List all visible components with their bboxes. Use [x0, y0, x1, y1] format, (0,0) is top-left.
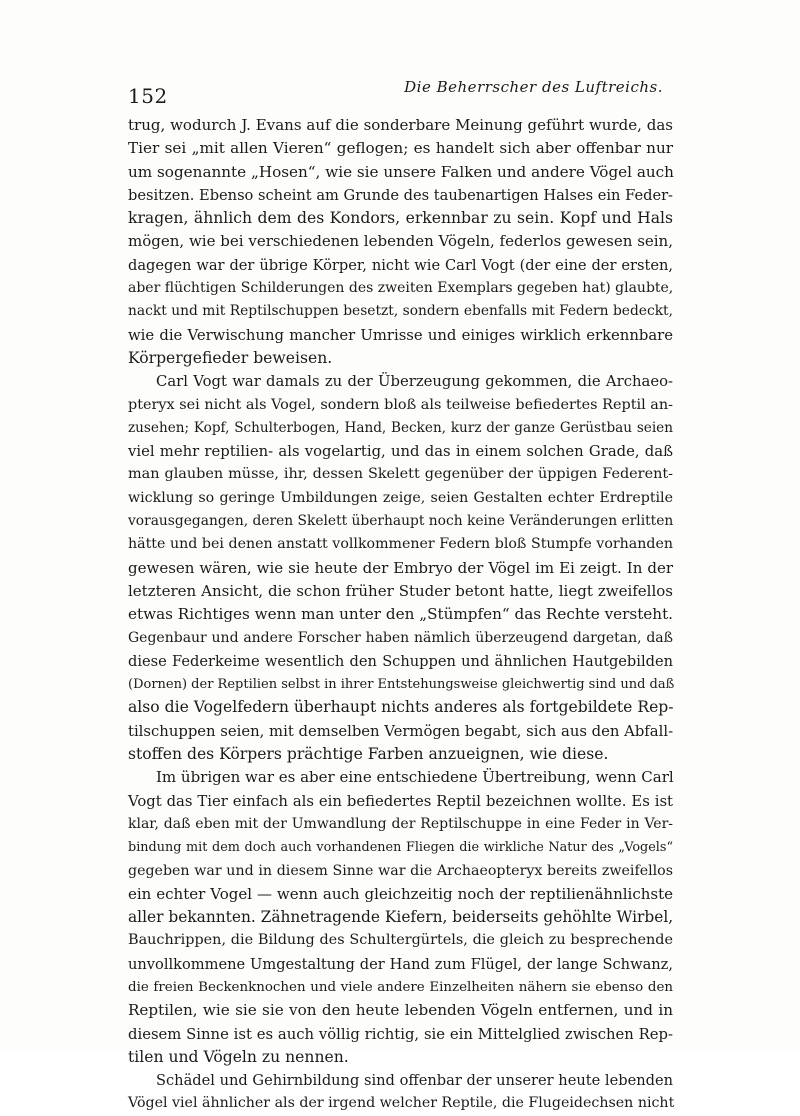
text-line: Im übrigen war es aber eine entschiedene Übertreibung, wenn Carl [156, 768, 674, 787]
paragraph [128, 114, 673, 370]
text-line: wicklung so geringe Umbildungen zeige, seien Gestalten echter Erdreptile [128, 489, 673, 506]
text-line: Carl Vogt war damals zu der Überzeugung gekommen, die Archaeo- [156, 373, 673, 391]
text-line: diese Federkeime wesentlich den Schuppen und ähnlichen Hautgebilden [128, 652, 673, 670]
text-line: kragen, ähnlich dem des Kondors, erkennbar zu sein. Kopf und Hals [128, 209, 673, 228]
running-head: Die Beherrscher des Luftreichs. [404, 78, 663, 96]
text-line: die freien Beckenknochen und viele andere Einzelheiten nähern sie ebenso den [128, 979, 673, 995]
text-line: unvollkommene Umgestaltung der Hand zum Flügel, der lange Schwanz, [128, 955, 673, 973]
text-line: gewesen wären, wie sie heute der Embryo der Vögel im Ei zeigt. In der [128, 558, 673, 577]
text-line: Vögel viel ähnlicher als der irgend welcher Reptile, die Flugeidechsen nicht [128, 1095, 675, 1112]
text-line: vorausgegangen, deren Skelett überhaupt noch keine Veränderungen erlitten [128, 513, 674, 530]
text-line: Schädel und Gehirnbildung sind offenbar der unserer heute lebenden [156, 1072, 673, 1090]
text-line: Bauchrippen, die Bildung des Schultergürtels, die gleich zu besprechende [128, 932, 673, 949]
text-line: gegeben war und in diesem Sinne war die Archaeopteryx bereits zweifellos [128, 862, 673, 879]
text-line: bindung mit dem doch auch vorhandenen Fliegen die wirkliche Natur des „Vogels“ [128, 840, 673, 856]
page-number: 152 [128, 84, 168, 108]
text-line: Reptilen, wie sie sie von den heute lebenden Vögeln entfernen, und in [128, 1001, 673, 1020]
text-line: mögen, wie bei verschiedenen lebenden Vögeln, federlos gewesen sein, [128, 232, 673, 251]
paragraph [128, 1069, 673, 1116]
text-line: pteryx sei nicht als Vogel, sondern bloß als teilweise befiedertes Reptil an- [128, 396, 673, 413]
paragraph [128, 370, 673, 766]
text-line: aber flüchtigen Schilderungen des zweiten Exemplars gegeben hat) glaubte, [128, 280, 674, 297]
text-line: aller bekannten. Zähnetragende Kiefern, beiderseits gehöhlte Wirbel, [128, 908, 674, 927]
text-line: tilen und Vögeln zu nennen. [128, 1047, 349, 1066]
text-line: etwas Richtiges wenn man unter den „Stümpfen“ das Rechte versteht. [128, 605, 673, 624]
text-line: Tier sei „mit allen Vieren“ geflogen; es handelt sich aber offenbar nur [128, 139, 673, 158]
text-line: ein echter Vogel — wenn auch gleichzeitig noch der reptilienähnlichste [128, 884, 673, 903]
text-line: man glauben müsse, ihr, dessen Skelett gegenüber der üppigen Federent- [128, 466, 673, 483]
page-header [128, 78, 673, 112]
text-line: Vogt das Tier einfach als ein befiedertes Reptil bezeichnen wollte. Es ist [128, 792, 673, 810]
text-line: hätte und bei denen anstatt vollkommener Federn bloß Stumpfe vorhanden [128, 536, 673, 553]
text-line: tilschuppen seien, mit demselben Vermögen begabt, sich aus den Abfall- [128, 722, 674, 740]
text-line: dagegen war der übrige Körper, nicht wie Carl Vogt (der eine der ersten, [128, 256, 673, 274]
text-line: (Dornen) der Reptilien selbst in ihrer Entstehungsweise gleichwertig sind und daß [128, 677, 675, 693]
text-line: zusehen; Kopf, Schulterbogen, Hand, Becken, kurz der ganze Gerüstbau seien [128, 419, 673, 436]
paragraph [128, 766, 673, 1069]
body-text [128, 114, 673, 1116]
text-line: nackt und mit Reptilschuppen besetzt, sondern ebenfalls mit Federn bedeckt, [128, 303, 673, 320]
text-line: klar, daß eben mit der Umwandlung der Reptilschuppe in eine Feder in Ver- [128, 815, 673, 832]
text-line: wie die Verwischung mancher Umrisse und einiges wirklich erkennbare [128, 326, 673, 344]
text-line: Körpergefieder beweisen. [128, 348, 333, 367]
text-line: viel mehr reptilien- als vogelartig, und das in einem solchen Grade, daß [128, 443, 673, 461]
text-line: Gegenbaur und andere Forscher haben nämlich überzeugend dargetan, daß [128, 629, 673, 646]
text-line: also die Vogelfedern überhaupt nichts anderes als fortgebildete Rep- [128, 698, 674, 717]
text-line: diesem Sinne ist es auch völlig richtig, sie ein Mittelglied zwischen Rep- [128, 1025, 673, 1043]
text-line: trug, wodurch J. Evans auf die sonderbare Meinung geführt wurde, das [128, 116, 673, 134]
text-line: um sogenannte „Hosen“, wie sie unsere Falken und andere Vögel auch [128, 162, 674, 181]
text-line: stoffen des Körpers prächtige Farben anzueignen, wie diese. [128, 745, 609, 764]
text-line: letzteren Ansicht, die schon früher Studer betont hatte, liegt zweifellos [128, 581, 673, 600]
text-line: besitzen. Ebenso scheint am Grunde des taubenartigen Halses ein Feder- [128, 186, 673, 204]
